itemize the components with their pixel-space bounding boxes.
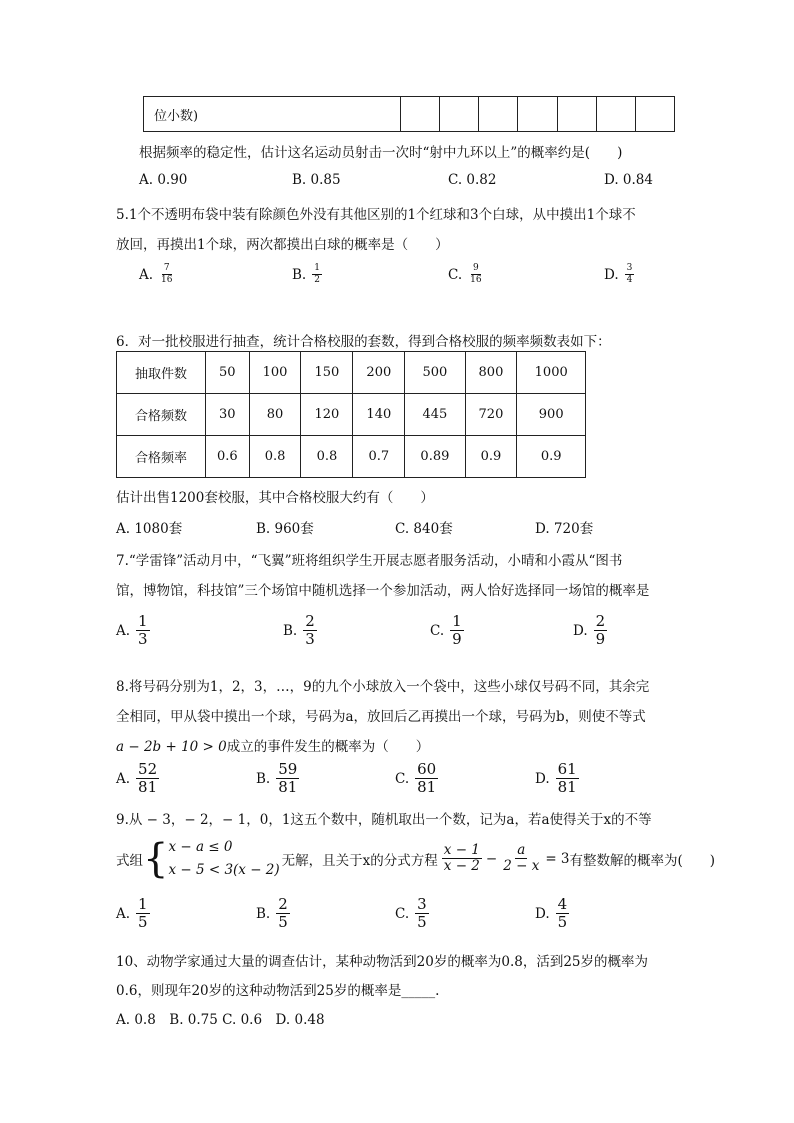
q9-option-d: D. $\frac{4}{5}$: [535, 895, 568, 931]
q4-option-d: D. 0.84: [604, 172, 653, 188]
q6-cell: 140: [353, 394, 405, 436]
q6-frequency-table: [116, 351, 586, 478]
fraction: $\frac{2}{5}$: [278, 895, 288, 931]
top-table-cell: [635, 97, 674, 132]
q6-row-label: 合格频数: [117, 394, 206, 436]
q9-minus: −: [485, 850, 498, 867]
q6-cell: 500: [405, 352, 465, 394]
q9-eq: = 3: [545, 850, 570, 867]
fraction: $\frac{59}{81}$: [278, 760, 298, 796]
q6-option-b: B. 960套: [256, 521, 314, 537]
q5-line1: 5.1个不透明布袋中装有除颜色外没有其他区别的1个红球和3个白球，从中摸出1个球不: [116, 207, 636, 223]
q4-option-a: A. 0.90: [139, 172, 188, 188]
q7-option-a: A. $\frac{1}{3}$: [116, 612, 148, 648]
q5-option-a: A. $\frac{7}{16}$: [139, 263, 173, 285]
q4-stem: 根据频率的稳定性，估计这名运动员射击一次时“射中九环以上”的概率约是( ): [139, 145, 623, 161]
q6-cell: 445: [405, 394, 465, 436]
q4-option-c: C. 0.82: [448, 172, 497, 188]
fraction: $\frac{3}{5}$: [417, 895, 427, 931]
q6-cell: 0.9: [517, 436, 586, 478]
top-table-cell: [479, 97, 518, 132]
fraction: $\frac{a}{2 - x}$: [503, 841, 540, 875]
fraction: $\frac{9}{16}$: [470, 263, 482, 285]
q6-cell: 150: [301, 352, 353, 394]
q9-option-a: A. $\frac{1}{5}$: [116, 895, 148, 931]
q6-cell: 0.89: [405, 436, 465, 478]
fraction: $\frac{60}{81}$: [417, 760, 437, 796]
q6-cell: 0.6: [206, 436, 250, 478]
q8-option-d: D. $\frac{61}{81}$: [535, 760, 577, 796]
fraction: $\frac{1}{2}$: [314, 263, 320, 285]
q6-option-c: C. 840套: [395, 521, 453, 537]
fraction: $\frac{2}{9}$: [595, 612, 606, 648]
q6-stem: 6．对一批校服进行抽查，统计合格校服的套数，得到合格校服的频率频数表如下：: [116, 334, 611, 350]
q6-cell: 50: [206, 352, 250, 394]
top-table: [143, 96, 675, 132]
q8-option-a: A. $\frac{52}{81}$: [116, 760, 158, 796]
q7-option-b: B. $\frac{2}{3}$: [283, 612, 315, 648]
fraction: $\frac{1}{5}$: [138, 895, 148, 931]
q9-option-c: C. $\frac{3}{5}$: [395, 895, 427, 931]
q4-option-b: B. 0.85: [292, 172, 341, 188]
fraction: $\frac{1}{9}$: [452, 612, 462, 648]
q6-row-label: 合格频率: [117, 436, 206, 478]
fraction: $\frac{2}{3}$: [305, 612, 315, 648]
q9-sys1: x − a ≤ 0: [168, 839, 233, 855]
q6-cell: 1000: [517, 352, 586, 394]
q6-cell: 720: [465, 394, 517, 436]
q8-line1: 8.将号码分别为1，2，3，…，9的九个小球放入一个袋中，这些小球仅号码不同，其余完: [116, 679, 650, 695]
q9-system: [168, 836, 279, 882]
fraction: $\frac{x - 1}{x - 2}$: [443, 841, 480, 875]
q9-line2: [116, 836, 715, 882]
fraction: $\frac{52}{81}$: [138, 760, 158, 796]
top-table-cell: [440, 97, 479, 132]
q5-option-d: D. $\frac{3}{4}$: [604, 263, 633, 285]
fraction: $\frac{7}{16}$: [161, 263, 173, 285]
top-table-cell: [557, 97, 596, 132]
q5-option-c: C. $\frac{9}{16}$: [448, 263, 482, 285]
q6-cell: 0.8: [249, 436, 301, 478]
q6-cell: 120: [301, 394, 353, 436]
q9-line1: 9.从 − 3，− 2，− 1，0，1这五个数中，随机取出一个数，记为a，若a使得关于x的不等: [116, 812, 652, 828]
q8-line3: [116, 735, 429, 755]
q6-cell: 200: [353, 352, 405, 394]
q9-prefix: 式组: [116, 852, 143, 869]
top-table-cell: [518, 97, 557, 132]
q6-cell: 0.9: [465, 436, 517, 478]
fraction: $\frac{61}{81}$: [557, 760, 577, 796]
q9-mid: 无解，且关于x的分式方程: [281, 852, 438, 869]
q8-formula: a − 2b + 10 > 0: [116, 739, 227, 755]
q8-option-c: C. $\frac{60}{81}$: [395, 760, 437, 796]
q10-line1: 10、动物学家通过大量的调查估计，某种动物活到20岁的概率为0.8，活到25岁的概率为: [116, 954, 649, 970]
q6-cell: 0.8: [301, 436, 353, 478]
q6-cell: 0.7: [353, 436, 405, 478]
q7-line2: 馆，博物馆，科技馆”三个场馆中随机选择一个参加活动，两人恰好选择同一场馆的概率是: [116, 583, 650, 599]
top-table-cell: [401, 97, 440, 132]
q6-option-d: D. 720套: [535, 521, 594, 537]
q6-cell: 30: [206, 394, 250, 436]
top-table-cell: [596, 97, 635, 132]
top-table-label: 位小数): [144, 97, 401, 132]
q6-cell: 800: [465, 352, 517, 394]
q5-line2: 放回，再摸出1个球，两次都摸出白球的概率是（ ）: [116, 237, 449, 253]
q5-option-b: B. $\frac{1}{2}$: [292, 263, 320, 285]
q9-option-b: B. $\frac{2}{5}$: [256, 895, 288, 931]
q7-option-d: D. $\frac{2}{9}$: [573, 612, 606, 648]
q6-cell: 900: [517, 394, 586, 436]
q8-line3-rest: 成立的事件发生的概率为（ ）: [226, 739, 430, 755]
fraction: $\frac{3}{4}$: [626, 263, 633, 285]
fraction: $\frac{1}{3}$: [138, 612, 148, 648]
q8-line2: 全相同，甲从袋中摸出一个球，号码为a，放回后乙再摸出一个球，号码为b，则使不等式: [116, 709, 646, 725]
fraction: $\frac{4}{5}$: [557, 895, 568, 931]
q10-options: A. 0.8 B. 0.75 C. 0.6 D. 0.48: [116, 1012, 325, 1028]
q6-after: 估计出售1200套校服，其中合格校服大约有（ ）: [116, 490, 434, 506]
brace-icon: {: [143, 835, 169, 882]
q9-sys2: x − 5 < 3(x − 2): [168, 861, 280, 878]
q9-tail: 有整数解的概率为( ): [569, 852, 716, 869]
q6-row-label: 抽取件数: [117, 352, 206, 394]
q6-option-a: A. 1080套: [116, 521, 183, 537]
q6-cell: 100: [249, 352, 301, 394]
q7-option-c: C. $\frac{1}{9}$: [430, 612, 462, 648]
q7-line1: 7.“学雷锋”活动月中，“飞翼”班将组织学生开展志愿者服务活动，小晴和小霞从“图书: [116, 553, 623, 569]
q6-cell: 80: [249, 394, 301, 436]
q8-option-b: B. $\frac{59}{81}$: [256, 760, 298, 796]
q10-line2: 0.6，则现年20岁的这种动物活到25岁的概率是_____.: [116, 983, 440, 999]
